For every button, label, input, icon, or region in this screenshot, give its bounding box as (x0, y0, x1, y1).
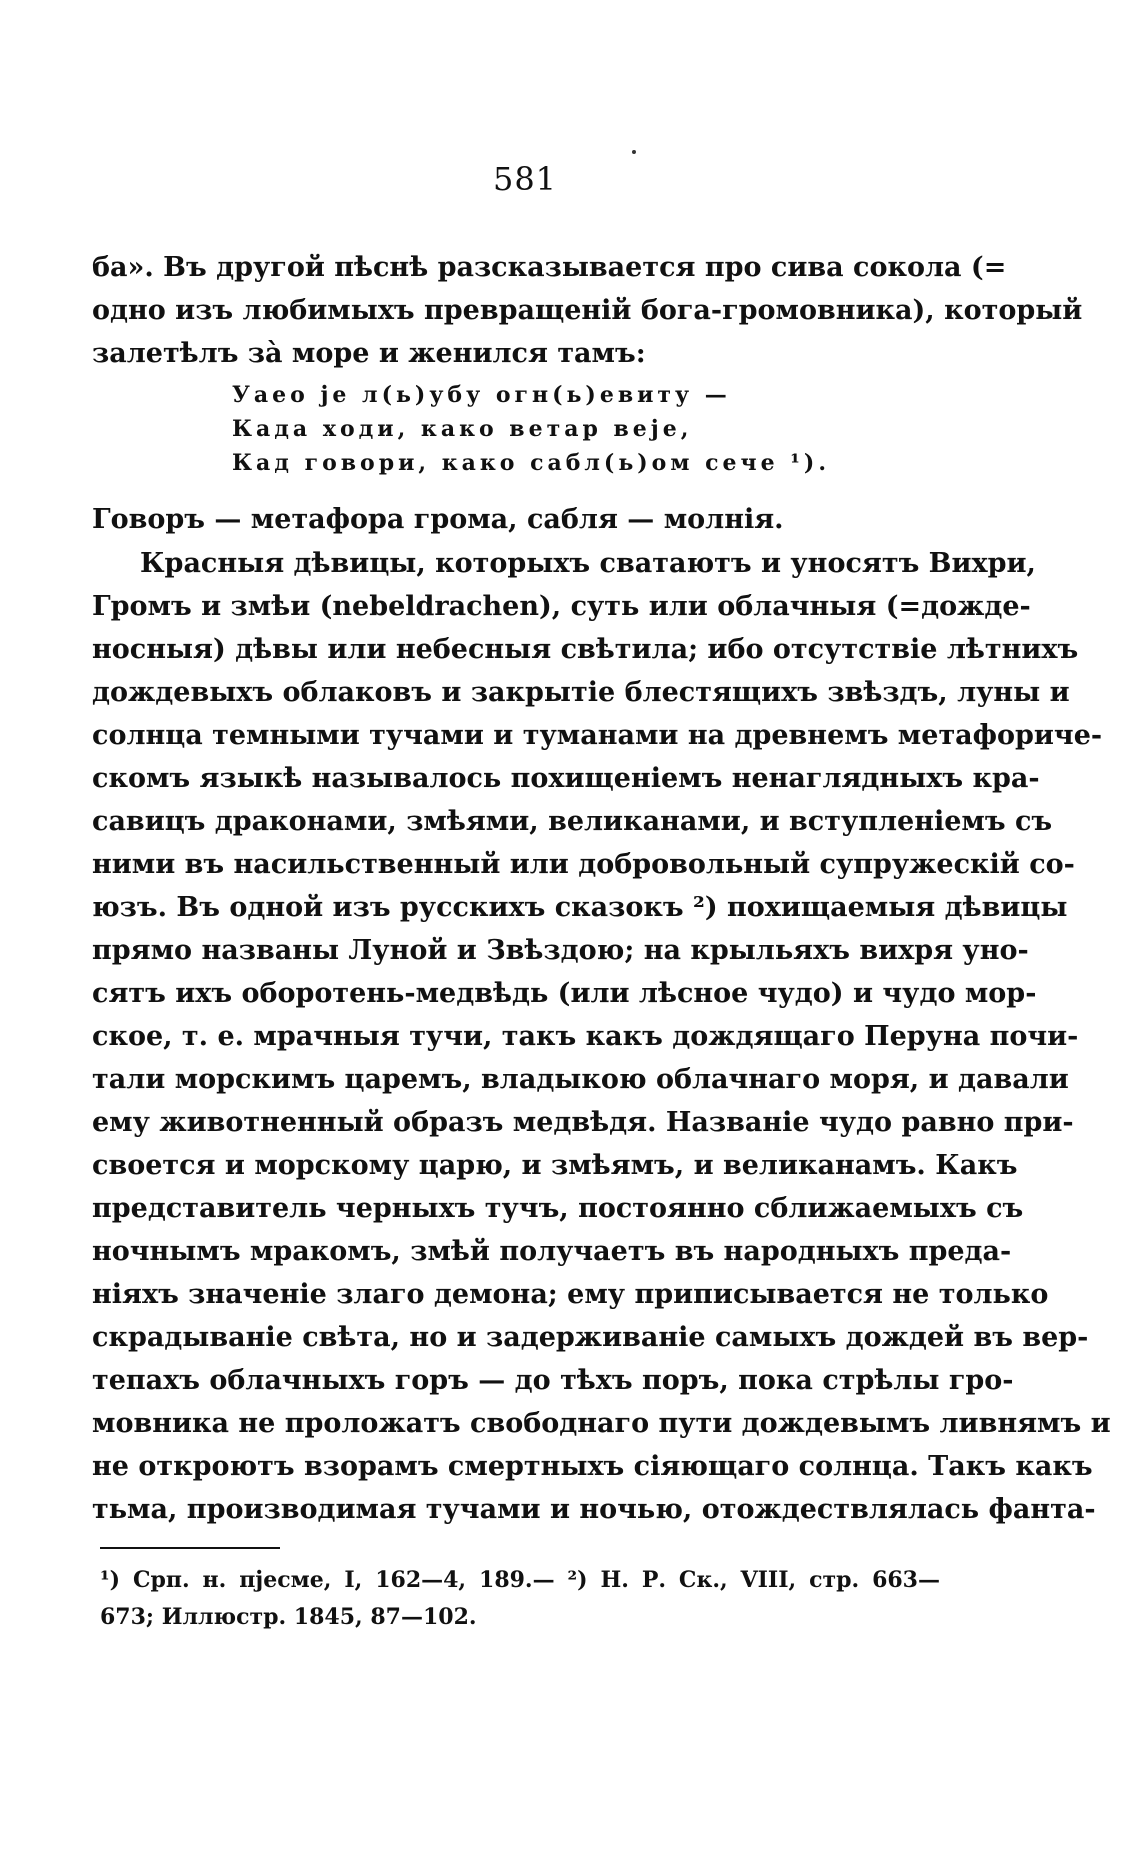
paragraph-line: савицъ драконами, змѣями, великанами, и вступленіемъ съ (92, 806, 1053, 837)
paragraph-line: Красныя дѣвицы, которыхъ сватаютъ и уносятъ Вихри, (140, 548, 1036, 579)
paragraph-line: тали морскимъ царемъ, владыкою облачнаго моря, и давали (92, 1064, 1069, 1095)
printer-mark (632, 150, 636, 154)
paragraph-line: прямо названы Луной и Звѣздою; на крыльяхъ вихря уно- (92, 935, 1029, 966)
paragraph-line: представитель черныхъ тучъ, постоянно сближаемыхъ съ (92, 1193, 1024, 1224)
footnote-divider (100, 1547, 280, 1549)
footnotes (100, 1562, 940, 1636)
footnote-line: ¹) Срп. н. пјесме, I, 162—4, 189.— ²) Н. Р. Ск., VIII, стр. 663— (100, 1567, 940, 1593)
paragraph-line: ему животненный образъ медвѣдя. Названіе чудо равно при- (92, 1107, 1074, 1138)
intro-line: одно изъ любимыхъ превращеній бога-громовника), который (92, 295, 1083, 326)
paragraph-line: скрадываніе свѣта, но и задерживаніе самыхъ дождей въ вер- (92, 1322, 1089, 1353)
paragraph-line: носныя) дѣвы или небесныя свѣтила; ибо отсутствіе лѣтнихъ (92, 634, 1079, 665)
paragraph-line: ними въ насильственный или добровольный супружескій со- (92, 849, 1075, 880)
intro-line: ба». Въ другой пѣснѣ разсказывается про сива сокола (= (92, 252, 1007, 283)
intro-text (92, 246, 1083, 375)
paragraph-line: ніяхъ значеніе злаго демона; ему приписывается не только (92, 1279, 1049, 1310)
statement-text (92, 498, 942, 541)
paragraph-line: ское, т. е. мрачныя тучи, такъ какъ дождящаго Перуна почи- (92, 1021, 1079, 1052)
footnote-line: 673; Иллюстр. 1845, 87—102. (100, 1604, 477, 1630)
paragraph-line: солнца темными тучами и туманами на древнемъ метафориче- (92, 720, 1103, 751)
paragraph-line: скомъ языкѣ называлось похищеніемъ ненаглядныхъ кра- (92, 763, 1040, 794)
main-paragraph (92, 542, 1111, 1531)
verse-line: Уаео је л(ь)убу огн(ь)евиту — (232, 382, 731, 408)
paragraph-line: сятъ ихъ оборотень-медвѣдь (или лѣсное чудо) и чудо мор- (92, 978, 1037, 1009)
intro-line: залетѣлъ за̀ море и женился тамъ: (92, 338, 646, 369)
paragraph-line: тепахъ облачныхъ горъ — до тѣхъ поръ, пока стрѣлы гро- (92, 1365, 1014, 1396)
verse-line: Када ходи, како ветар веје, (232, 416, 693, 442)
paragraph-line: дождевыхъ облаковъ и закрытіе блестящихъ звѣздъ, луны и (92, 677, 1070, 708)
paragraph-line: Громъ и змѣи (nebeldrachen), суть или облачныя (=дожде- (92, 591, 1031, 622)
paragraph-line: ночнымъ мракомъ, змѣй получаетъ въ народныхъ преда- (92, 1236, 1012, 1267)
paragraph-line: тьма, производимая тучами и ночью, отождествлялась фанта- (92, 1494, 1096, 1525)
statement-line: Говоръ — метафора грома, сабля — молнія. (92, 504, 784, 535)
paragraph-line: мовника не проложатъ свободнаго пути дождевымъ ливнямъ и (92, 1408, 1111, 1439)
verse-quote (232, 378, 830, 480)
paragraph-line: не откроютъ взорамъ смертныхъ сіяющаго солнца. Такъ какъ (92, 1451, 1093, 1482)
page-number: 581 (492, 160, 558, 198)
paragraph-line: юзъ. Въ одной изъ русскихъ сказокъ ²) похищаемыя дѣвицы (92, 892, 1068, 923)
paragraph-line: своется и морскому царю, и змѣямъ, и великанамъ. Какъ (92, 1150, 1018, 1181)
verse-line: Кад говори, како сабл(ь)ом сече ¹). (232, 450, 830, 476)
